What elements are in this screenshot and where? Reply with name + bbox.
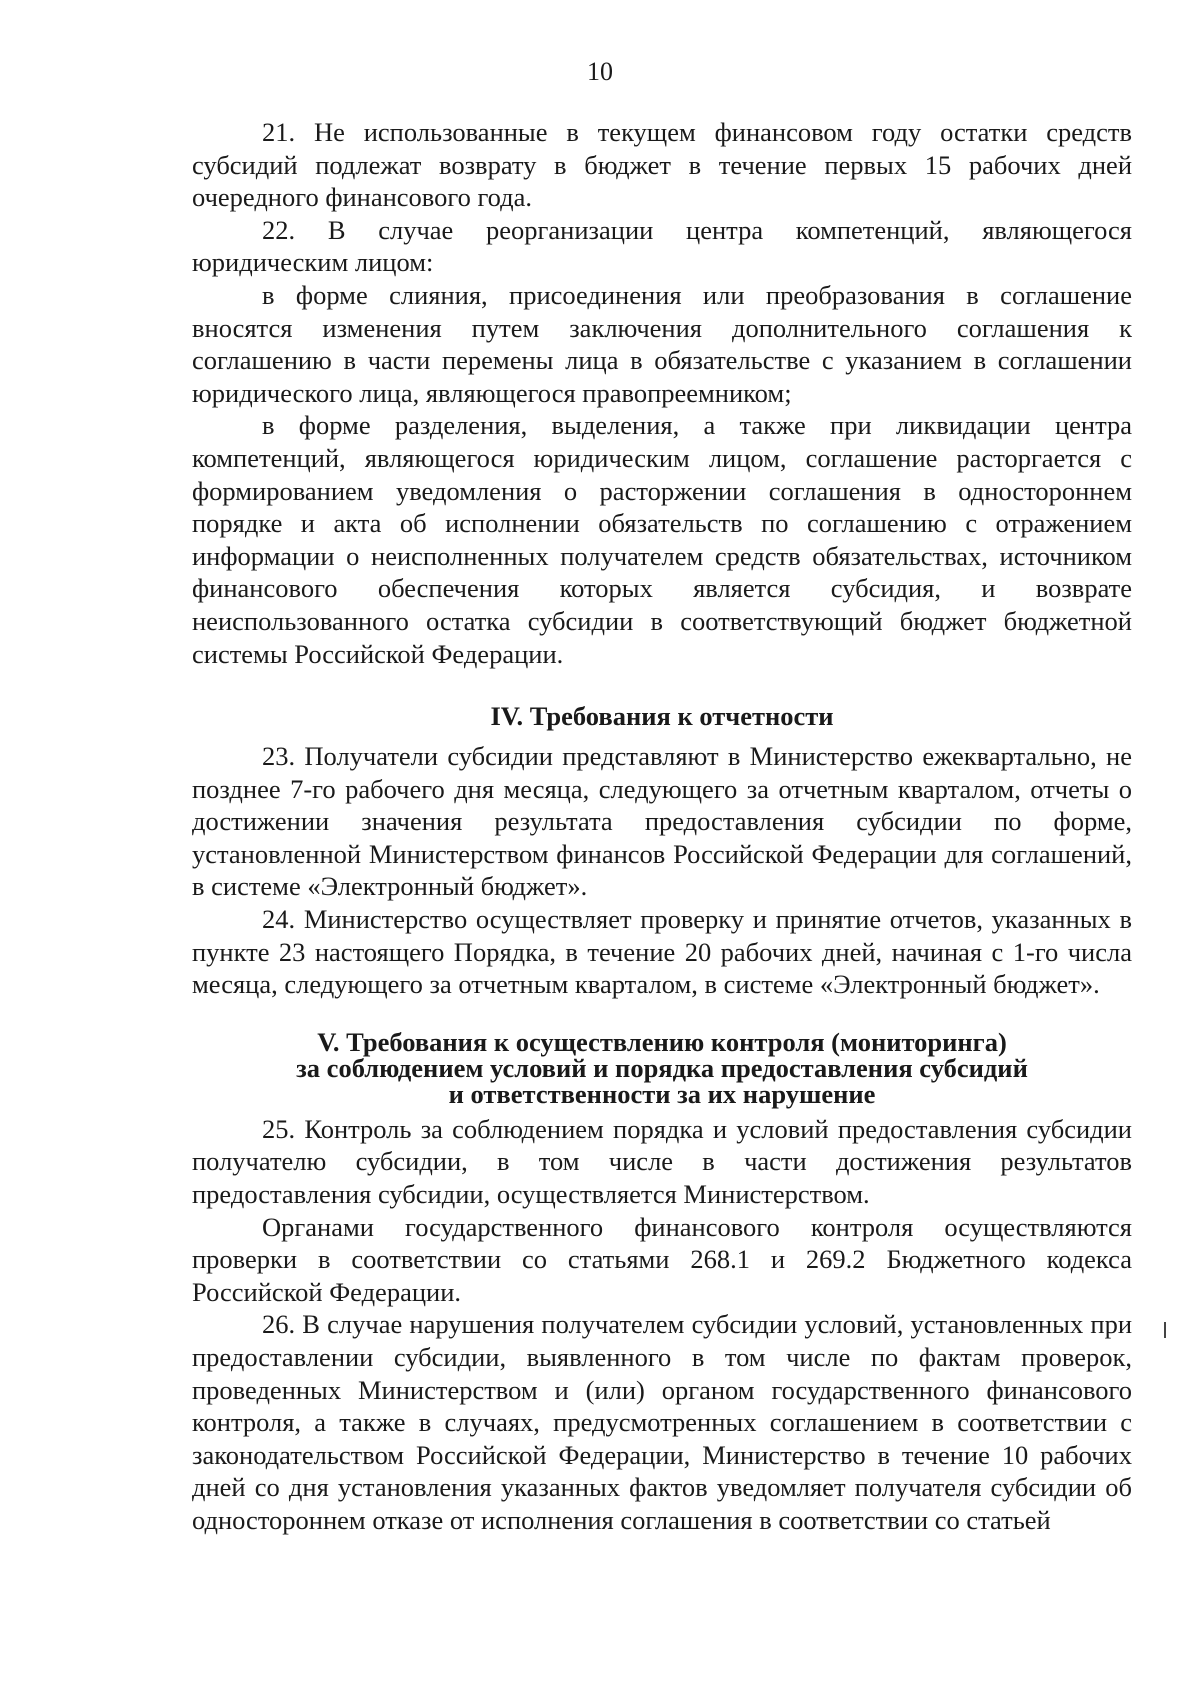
section-5-heading-line-1: V. Требования к осуществлению контроля (мониторинга) [317,1026,1007,1057]
paragraph-22: 22. В случае реорганизации центра компетенций, являющегося юридическим лицом: [192,214,1132,278]
paragraph-23: 23. Получатели субсидии представляют в Министерство ежеквартально, не позднее 7-го рабочего дня месяца, следующего за отчетным кварталом, отчеты о достижении значения результата предоставления субсидии по форме, установленной Министерством финансов Российской Федерации для соглашений, в системе «Электронный бюджет». [192,741,1132,902]
paragraph-22-merger: в форме слияния, присоединения или преобразования в соглашение вносятся изменения путем заключения дополнительного соглашения к соглашению в части перемены лица в обязательстве с указанием в соглашении юридического лица, являющегося правопреемником; [192,279,1132,408]
section-5-heading [192,1026,1132,1109]
section-5-heading-line-2: за соблюдением условий и порядка предоставления субсидий [296,1052,1028,1083]
document-body [192,116,1132,1537]
paragraph-21: 21. Не использованные в текущем финансовом году остатки средств субсидий подлежат возврату в бюджет в течение первых 15 рабочих дней очередного финансового года. [192,117,1132,213]
paragraph-26: 26. В случае нарушения получателем субсидии условий, установленных при предоставлении субсидии, выявленного в том числе по фактам проверок, проведенных Министерством и (или) органом государственного финансового контроля, а также в случаях, предусмотренных соглашением в соответствии с законодательством Российской Федерации, Министерство в течение 10 рабочих дней со дня установления указанных фактов уведомляет получателя субсидии об одностороннем отказе от исполнения соглашения в соответствии со статьей [192,1309,1132,1535]
page-number: 10 [587,57,613,86]
section-4-heading: IV. Требования к отчетности [490,701,834,732]
paragraph-24: 24. Министерство осуществляет проверку и принятие отчетов, указанных в пункте 23 настоящего Порядка, в течение 20 рабочих дней, начиная с 1-го числа месяца, следующего за отчетным кварталом, в системе «Электронный бюджет». [192,904,1132,1000]
margin-scan-mark [1164,1322,1166,1338]
paragraph-25: 25. Контроль за соблюдением порядка и условий предоставления субсидии получателю субсидии, в том числе в части достижения результатов предоставления субсидии, осуществляется Министерством. [192,1113,1132,1210]
section-5-heading-line-3: и ответственности за их нарушение [448,1078,876,1109]
paragraph-25-control: Органами государственного финансового контроля осуществляются проверки в соответствии со статьями 268.1 и 269.2 Бюджетного кодекса Российской Федерации. [192,1211,1132,1307]
paragraph-22-division: в форме разделения, выделения, а также при ликвидации центра компетенций, являющегося юридическим лицом, соглашение расторгается с формированием уведомления о расторжении соглашения в одностороннем порядке и акта об исполнении обязательств по соглашению с отражением информации о неисполненных получателем средств обязательствах, источником финансового обеспечения которых является субсидия, и возврате неиспользованного остатка субсидии в соответствующий бюджет бюджетной системы Российской Федерации. [192,410,1132,669]
